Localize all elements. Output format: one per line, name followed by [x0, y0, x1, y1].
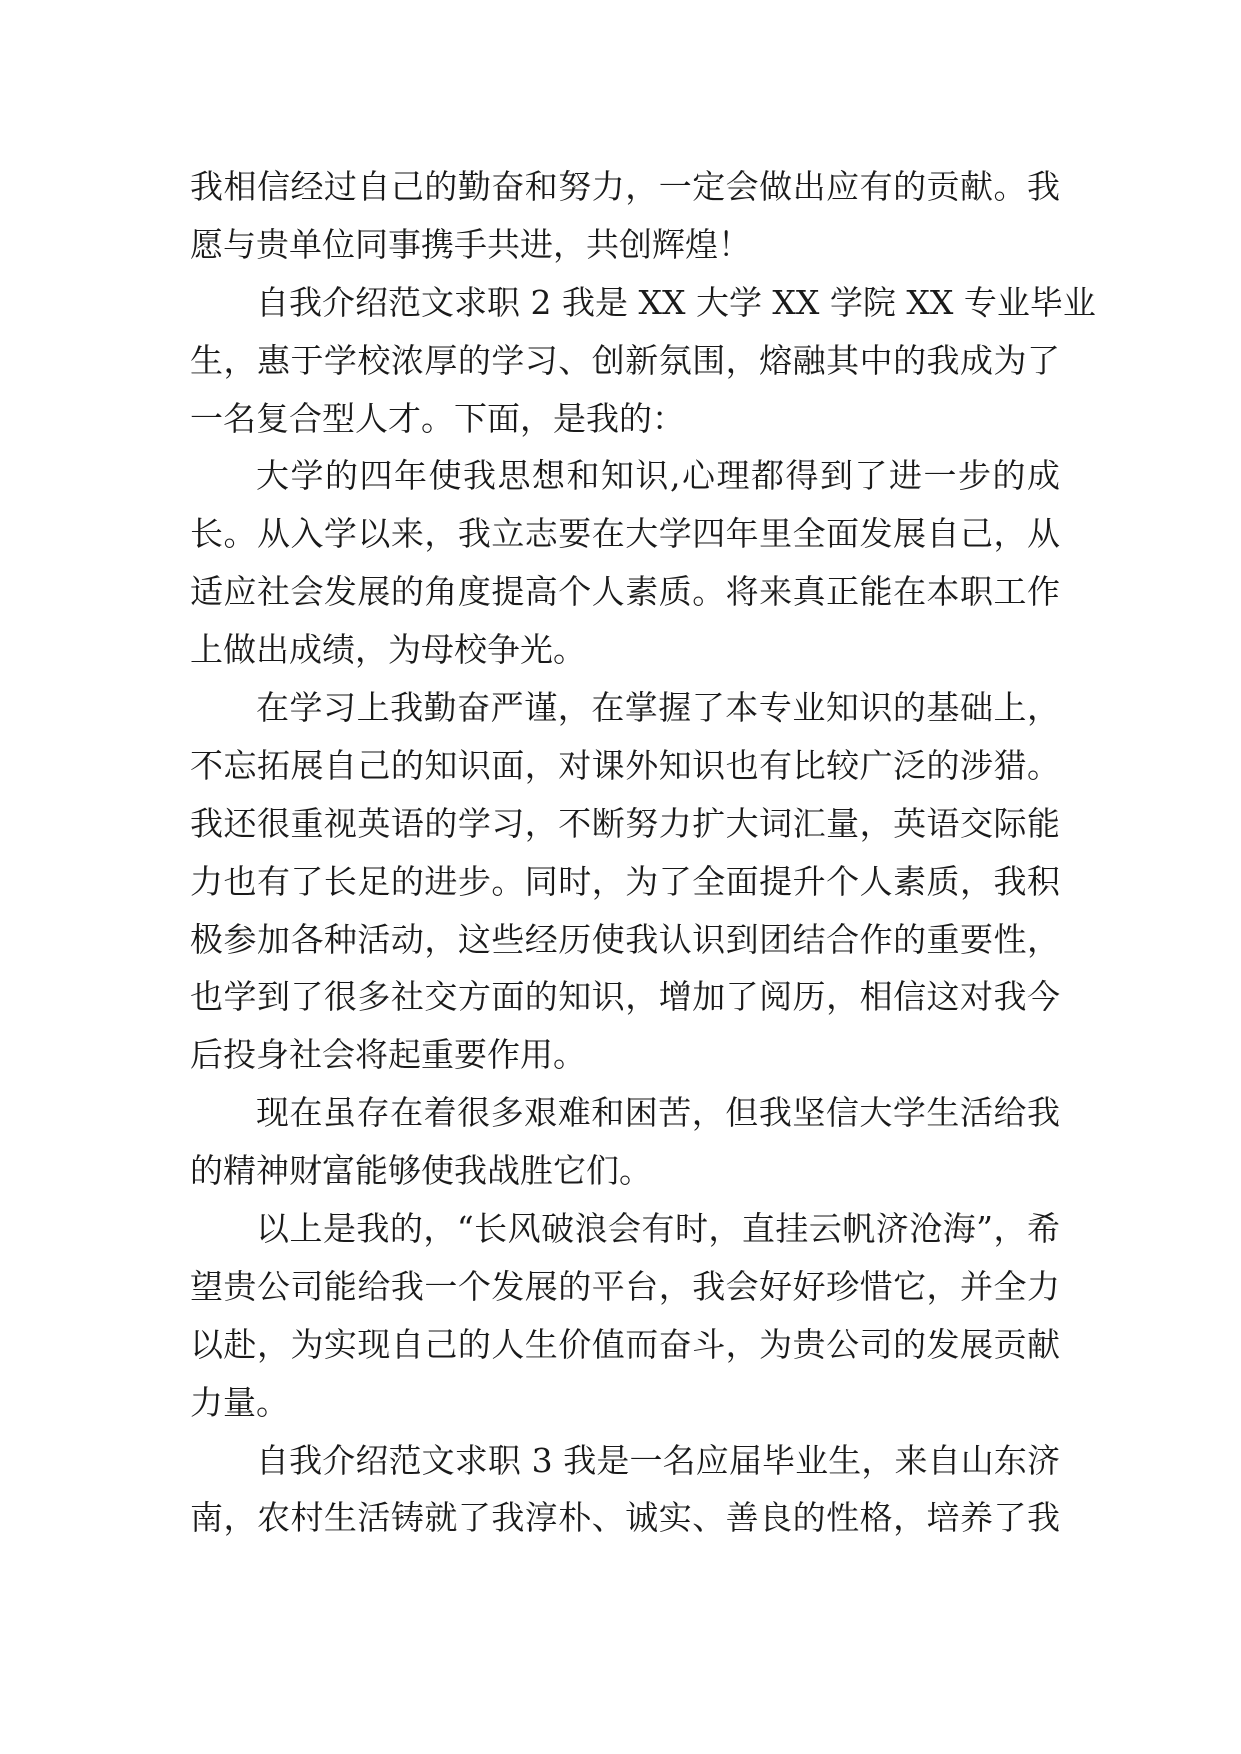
text-line: 大学的四年使我思想和知识,心理都得到了进一步的成: [256, 456, 1060, 496]
text-line: 我还很重视英语的学习，不断努力扩大词汇量，英语交际能: [190, 803, 1060, 843]
text-line: 以赴，为实现自己的人生价值而奋斗，为贵公司的发展贡献: [190, 1324, 1060, 1364]
text-line: 一名复合型人才。下面，是我的：: [190, 398, 685, 438]
text-line: 望贵公司能给我一个发展的平台，我会好好珍惜它，并全力: [190, 1266, 1060, 1306]
text-line: 上做出成绩，为母校争光。: [190, 630, 586, 670]
text-line: 以上是我的，“长风破浪会有时，直挂云帆济沧海”，希: [256, 1209, 1060, 1249]
paragraph: [190, 1200, 1060, 1432]
text-line: 不忘拓展自己的知识面，对课外知识也有比较广泛的涉猎。: [190, 745, 1060, 785]
text-line: 生，惠于学校浓厚的学习、创新氛围，熔融其中的我成为了: [190, 340, 1060, 380]
paragraph: [190, 274, 1096, 448]
paragraph: [190, 1432, 1060, 1548]
text-line: 的精神财富能够使我战胜它们。: [190, 1151, 652, 1191]
paragraph: [190, 679, 1060, 1084]
text-line: 力也有了长足的进步。同时，为了全面提升个人素质，我积: [190, 861, 1060, 901]
text-line: 自我介绍范文求职 3 我是一名应届毕业生，来自山东济: [256, 1440, 1060, 1480]
text-line: 力量。: [190, 1382, 289, 1422]
text-line: 现在虽存在着很多艰难和困苦，但我坚信大学生活给我: [256, 1093, 1060, 1133]
text-line: 适应社会发展的角度提高个人素质。将来真正能在本职工作: [190, 572, 1060, 612]
text-line: 极参加各种活动，这些经历使我认识到团结合作的重要性，: [190, 919, 1060, 959]
paragraph: [190, 447, 1060, 679]
text-line: 也学到了很多社交方面的知识，增加了阅历，相信这对我今: [190, 977, 1060, 1017]
text-line: 在学习上我勤奋严谨，在掌握了本专业知识的基础上，: [256, 688, 1060, 728]
text-line: 愿与贵单位同事携手共进，共创辉煌！: [190, 224, 751, 264]
text-line: 后投身社会将起重要作用。: [190, 1035, 586, 1075]
document-body: [190, 158, 1096, 1547]
text-line: 我相信经过自己的勤奋和努力，一定会做出应有的贡献。我: [190, 167, 1060, 206]
paragraph: [190, 1084, 1060, 1200]
text-line: 南，农村生活铸就了我淳朴、诚实、善良的性格，培养了我: [190, 1498, 1060, 1538]
paragraph: [190, 158, 1060, 274]
text-line: 自我介绍范文求职 2 我是 XX 大学 XX 学院 XX 专业毕业: [256, 282, 1096, 322]
text-line: 长。从入学以来，我立志要在大学四年里全面发展自己，从: [190, 514, 1060, 554]
